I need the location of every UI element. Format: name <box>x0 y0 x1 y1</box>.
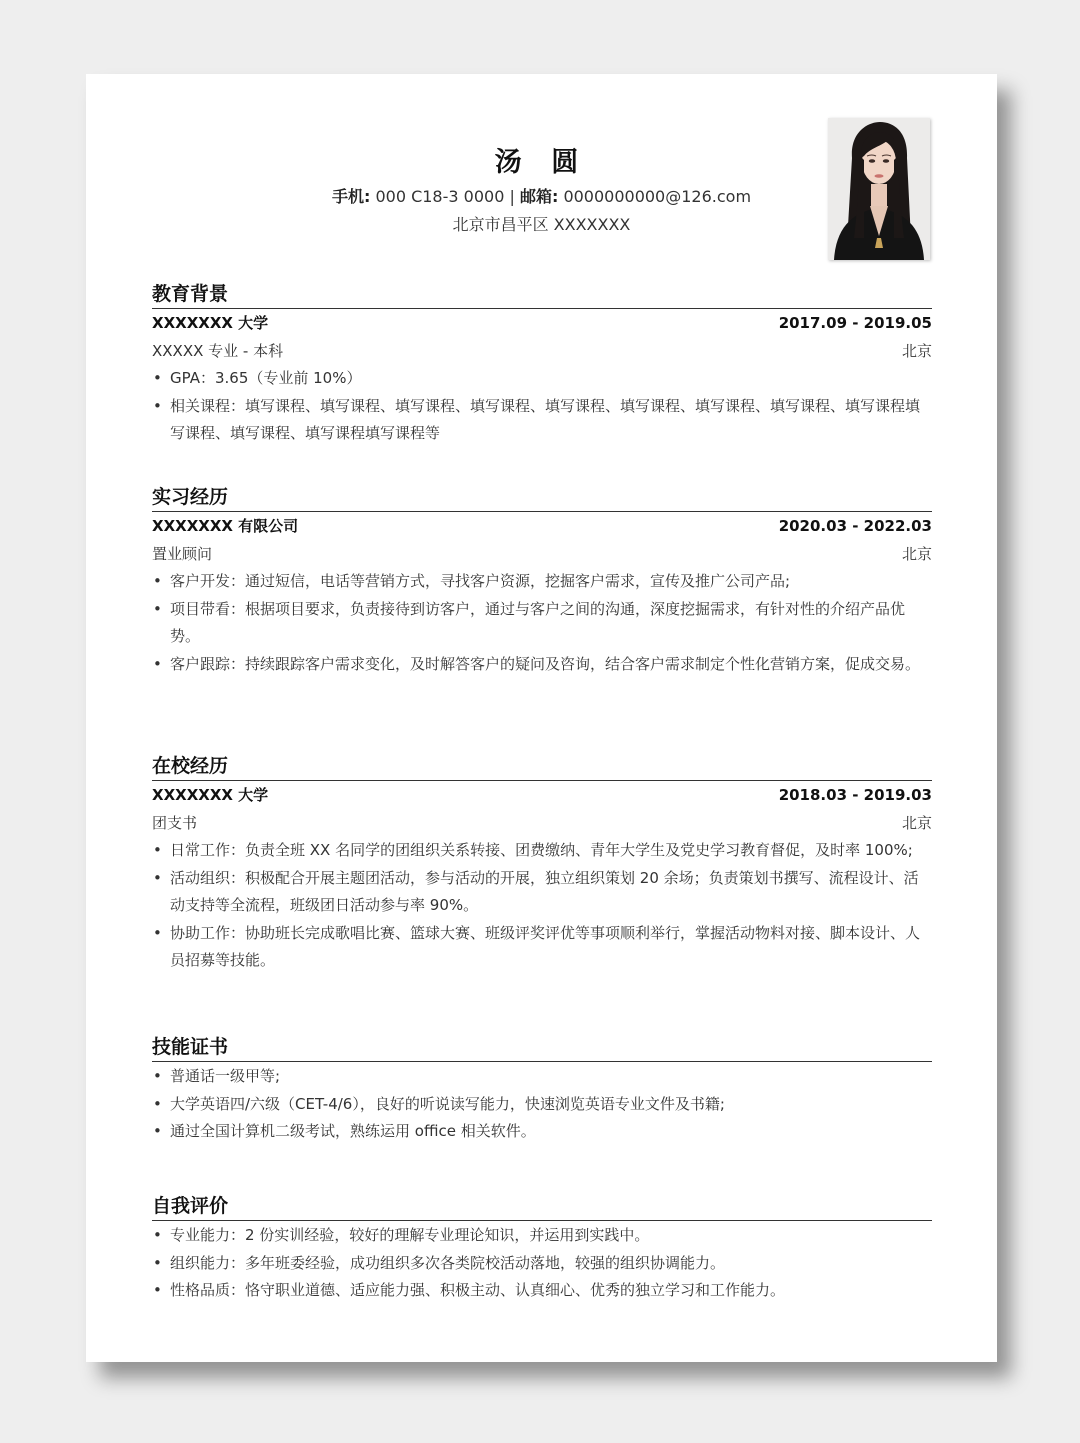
internship-header-row <box>152 512 932 540</box>
list-item: • 客户开发：通过短信，电话等营销方式，寻找客户资源，挖掘客户需求，宣传及推广公司产品; <box>152 568 932 596</box>
internship-role: 置业顾问 <box>152 545 213 563</box>
list-item: • 专业能力：2 份实训经验，较好的理解专业理论知识，并运用到实践中。 <box>152 1222 932 1250</box>
self-evaluation-list <box>152 1222 932 1305</box>
internship-org: XXXXXXX 有限公司 <box>152 517 299 535</box>
campus-date: 2018.03 - 2019.03 <box>778 786 932 804</box>
phone-value: 000 C18-3 0000 <box>375 187 505 206</box>
education-org: XXXXXXX 大学 <box>152 314 269 332</box>
list-item: • 大学英语四/六级（CET-4/6），良好的听说读写能力，快速浏览英语专业文件及书籍; <box>152 1091 932 1119</box>
list-item: • 性格品质：恪守职业道德、适应能力强、积极主动、认真细心、优秀的独立学习和工作能力。 <box>152 1277 932 1305</box>
internship-date: 2020.03 - 2022.03 <box>778 517 932 535</box>
address: 北京市昌平区 XXXXXXX <box>452 215 631 234</box>
campus-title: 在校经历 <box>152 754 932 781</box>
skills-section <box>152 1035 932 1146</box>
internship-title: 实习经历 <box>152 485 932 512</box>
campus-location: 北京 <box>901 814 932 832</box>
contact-separator: | <box>504 187 520 206</box>
campus-list <box>152 837 932 975</box>
campus-section <box>152 754 932 975</box>
campus-role-row <box>152 809 932 837</box>
education-location: 北京 <box>901 342 932 360</box>
internship-list <box>152 568 932 678</box>
email-label: 邮箱: <box>519 187 559 206</box>
list-item: • 项目带看：根据项目要求，负责接待到访客户，通过与客户之间的沟通，深度挖掘需求，有针对性的介绍产品优势。 <box>152 596 932 651</box>
list-item: • 客户跟踪：持续跟踪客户需求变化，及时解答客户的疑问及咨询，结合客户需求制定个性化营销方案，促成交易。 <box>152 651 932 679</box>
education-role-row <box>152 337 932 365</box>
education-list <box>152 365 932 448</box>
list-item: • 普通话一级甲等; <box>152 1063 932 1091</box>
education-header-row <box>152 309 932 337</box>
list-item: • 协助工作：协助班长完成歌唱比赛、篮球大赛、班级评奖评优等事项顺利举行，掌握活动物料对接、脚本设计、人员招募等技能。 <box>152 920 932 975</box>
internship-role-row <box>152 540 932 568</box>
self-evaluation-section <box>152 1194 932 1305</box>
internship-location: 北京 <box>901 545 932 563</box>
profile-photo <box>828 118 930 260</box>
email-value: 0000000000@126.com <box>563 187 752 206</box>
phone-label: 手机: <box>331 187 371 206</box>
candidate-name: 汤 圆 <box>494 147 589 178</box>
campus-header-row <box>152 781 932 809</box>
internship-section <box>152 485 932 678</box>
skills-title: 技能证书 <box>152 1035 932 1062</box>
list-item: • 组织能力：多年班委经验，成功组织多次各类院校活动落地，较强的组织协调能力。 <box>152 1250 932 1278</box>
education-title: 教育背景 <box>152 282 932 309</box>
education-date: 2017.09 - 2019.05 <box>778 314 932 332</box>
list-item: • 相关课程：填写课程、填写课程、填写课程、填写课程、填写课程、填写课程、填写课程、填写课程、填写课程填写课程、填写课程、填写课程填写课程等 <box>152 393 932 448</box>
list-item: • GPA：3.65（专业前 10%） <box>152 365 932 393</box>
education-section <box>152 282 932 448</box>
campus-role: 团支书 <box>152 814 198 832</box>
education-role: XXXXX 专业 - 本科 <box>152 342 284 360</box>
list-item: • 活动组织：积极配合开展主题团活动，参与活动的开展，独立组织策划 20 余场；负责策划书撰写、流程设计、活动支持等全流程，班级团日活动参与率 90%。 <box>152 865 932 920</box>
self-evaluation-title: 自我评价 <box>152 1194 932 1221</box>
list-item: • 日常工作：负责全班 XX 名同学的团组织关系转接、团费缴纳、青年大学生及党史学习教育督促，及时率 100%; <box>152 837 932 865</box>
skills-list <box>152 1063 932 1146</box>
resume-page <box>86 74 997 1362</box>
campus-org: XXXXXXX 大学 <box>152 786 269 804</box>
list-item: • 通过全国计算机二级考试，熟练运用 office 相关软件。 <box>152 1118 932 1146</box>
